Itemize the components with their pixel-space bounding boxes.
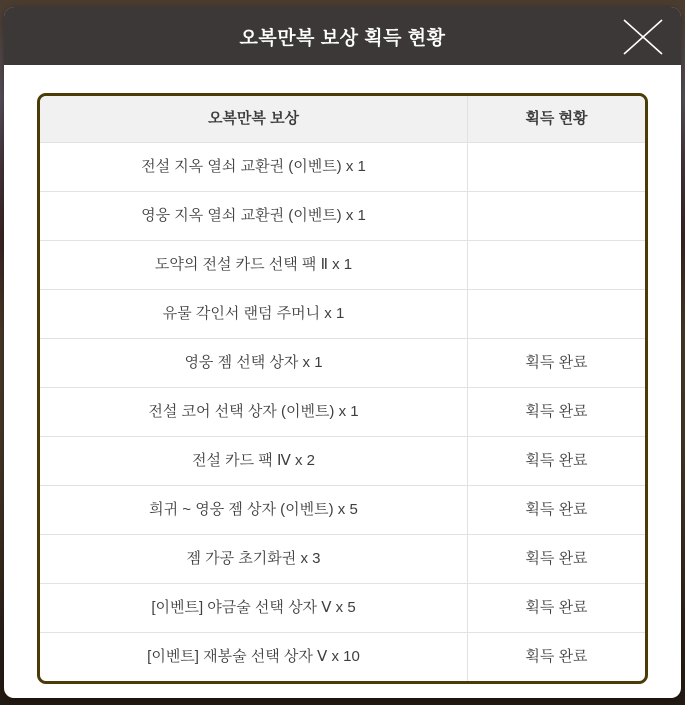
table-row	[40, 142, 645, 191]
status-cell: 획득 완료	[525, 501, 588, 518]
close-icon	[622, 18, 664, 56]
table-row	[40, 436, 645, 485]
table-row	[40, 289, 645, 338]
reward-status-dialog	[4, 7, 681, 698]
status-cell	[468, 192, 645, 240]
reward-cell: [이벤트] 야금술 선택 상자 Ⅴ x 5	[40, 584, 468, 632]
status-cell: 획득 완료	[525, 452, 588, 469]
table-row	[40, 191, 645, 240]
close-button[interactable]	[621, 16, 665, 58]
reward-table	[37, 93, 648, 684]
reward-cell: 영웅 젬 선택 상자 x 1	[40, 339, 468, 387]
reward-cell: 유물 각인서 랜덤 주머니 x 1	[40, 290, 468, 338]
table-row	[40, 485, 645, 534]
dialog-body	[4, 65, 681, 684]
status-cell: 획득 완료	[525, 354, 588, 371]
reward-cell: [이벤트] 재봉술 선택 상자 Ⅴ x 10	[40, 633, 468, 681]
status-cell	[468, 290, 645, 338]
column-header-status: 획득 현황	[525, 110, 588, 127]
reward-cell: 영웅 지옥 열쇠 교환권 (이벤트) x 1	[40, 192, 468, 240]
status-cell: 획득 완료	[525, 403, 588, 420]
table-row	[40, 387, 645, 436]
status-cell: 획득 완료	[525, 599, 588, 616]
reward-cell: 전설 카드 팩 Ⅳ x 2	[40, 437, 468, 485]
reward-cell: 도약의 전설 카드 선택 팩 Ⅱ x 1	[40, 241, 468, 289]
status-cell: 획득 완료	[525, 648, 588, 665]
status-cell: 획득 완료	[525, 550, 588, 567]
reward-cell: 희귀 ~ 영웅 젬 상자 (이벤트) x 5	[40, 486, 468, 534]
table-row	[40, 240, 645, 289]
table-row	[40, 632, 645, 681]
table-header-row	[40, 96, 645, 142]
table-row	[40, 583, 645, 632]
table-row	[40, 534, 645, 583]
dialog-header	[4, 7, 681, 65]
status-cell	[468, 241, 645, 289]
reward-cell: 젬 가공 초기화권 x 3	[40, 535, 468, 583]
table-row	[40, 338, 645, 387]
column-header-reward: 오복만복 보상	[40, 96, 468, 142]
page-title: 오복만복 보상 획득 현황	[239, 27, 446, 49]
reward-cell: 전설 지옥 열쇠 교환권 (이벤트) x 1	[40, 143, 468, 191]
reward-cell: 전설 코어 선택 상자 (이벤트) x 1	[40, 388, 468, 436]
status-cell	[468, 143, 645, 191]
